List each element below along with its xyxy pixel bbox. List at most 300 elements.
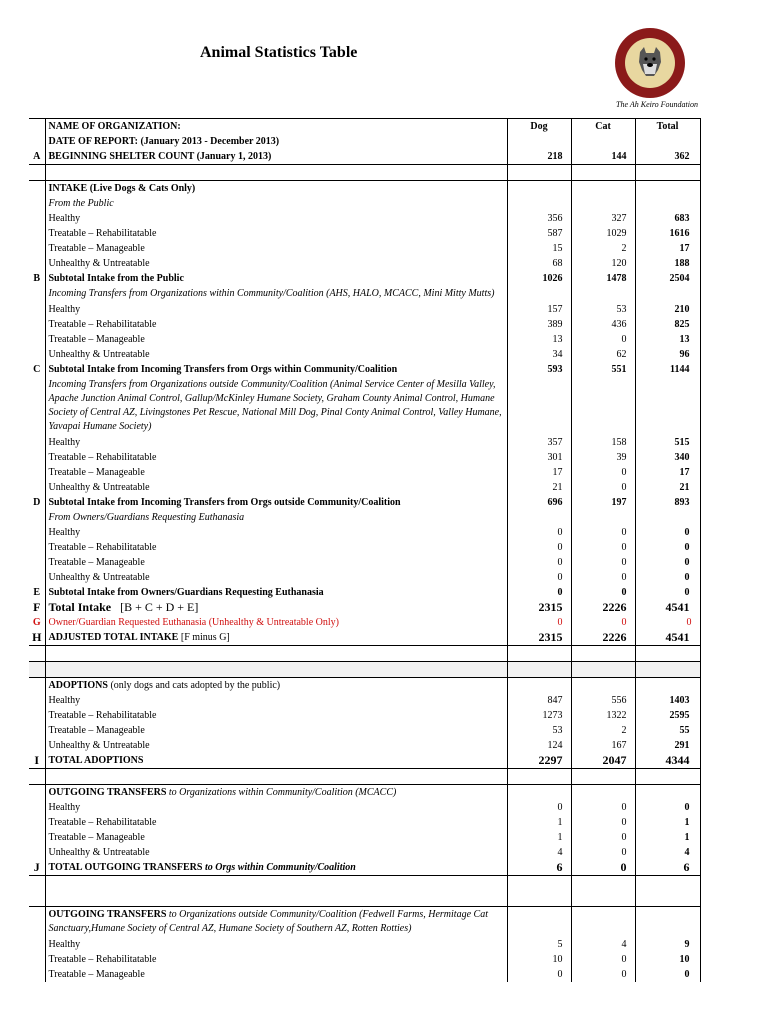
total-value: 0 <box>635 555 700 570</box>
row-letter <box>29 465 45 480</box>
total-value: 0 <box>635 967 700 982</box>
data-row <box>29 480 700 495</box>
dog-value: 17 <box>507 465 571 480</box>
data-row <box>29 708 700 723</box>
row-letter <box>29 769 45 785</box>
total-value: Total <box>635 119 700 135</box>
row-label: Healthy <box>45 302 507 317</box>
dog-value <box>507 646 571 662</box>
row-letter <box>29 134 45 149</box>
total-value: 4 <box>635 845 700 860</box>
row-label: BEGINNING SHELTER COUNT (January 1, 2013) <box>45 149 507 165</box>
dog-value: 2315 <box>507 630 571 646</box>
dog-value: 10 <box>507 952 571 967</box>
row-label: Treatable – Manageable <box>45 723 507 738</box>
dog-value: 68 <box>507 256 571 271</box>
total-adoptions-label: TOTAL ADOPTIONS <box>48 755 144 766</box>
total-value: 340 <box>635 450 700 465</box>
row-letter <box>29 181 45 197</box>
row-label <box>45 646 507 662</box>
dog-value <box>507 377 571 435</box>
heading-note: to Organizations within Community/Coalition (MCACC) <box>168 787 397 798</box>
dog-value: 593 <box>507 362 571 377</box>
data-row <box>29 256 700 271</box>
row-label: Healthy <box>45 435 507 450</box>
schnauzer-icon <box>634 46 666 80</box>
cat-value: 197 <box>571 495 635 510</box>
data-row <box>29 570 700 585</box>
cat-value: 0 <box>571 480 635 495</box>
total-value <box>635 165 700 181</box>
row-label <box>45 785 507 801</box>
row-letter <box>29 907 45 938</box>
row-letter: B <box>29 271 45 286</box>
dog-value: 157 <box>507 302 571 317</box>
data-row <box>29 332 700 347</box>
dog-value <box>507 510 571 525</box>
row-letter: C <box>29 362 45 377</box>
cat-value: 2 <box>571 241 635 256</box>
data-row <box>29 800 700 815</box>
total-value <box>635 646 700 662</box>
row-label: Subtotal Intake from Incoming Transfers from Orgs outside Community/Coalition <box>45 495 507 510</box>
row-label: Treatable – Rehabilitatable <box>45 540 507 555</box>
row-letter <box>29 540 45 555</box>
dog-value: 15 <box>507 241 571 256</box>
dog-value <box>507 165 571 181</box>
row-label: Unhealthy & Untreatable <box>45 845 507 860</box>
row-letter <box>29 723 45 738</box>
total-value: 210 <box>635 302 700 317</box>
total-value: 683 <box>635 211 700 226</box>
row-label: Healthy <box>45 800 507 815</box>
row-letter <box>29 646 45 662</box>
dog-value: 0 <box>507 615 571 630</box>
row-label: Treatable – Rehabilitatable <box>45 815 507 830</box>
outgoing-heading: OUTGOING TRANSFERS <box>48 909 167 920</box>
dog-value <box>507 181 571 197</box>
total-value: 1 <box>635 830 700 845</box>
row-label <box>45 876 507 892</box>
row-letter <box>29 678 45 694</box>
row-label <box>45 907 507 938</box>
outgoing-outside-heading-row <box>29 907 700 938</box>
cat-value: 120 <box>571 256 635 271</box>
row-label: Treatable – Rehabilitatable <box>45 952 507 967</box>
total-value: 515 <box>635 435 700 450</box>
data-row <box>29 525 700 540</box>
section-heading-row <box>29 286 700 302</box>
spacer-row <box>29 165 700 181</box>
adoptions-heading: ADOPTIONS <box>48 680 108 691</box>
cat-value: 158 <box>571 435 635 450</box>
dog-value: 13 <box>507 332 571 347</box>
data-row <box>29 937 700 952</box>
row-letter <box>29 317 45 332</box>
cat-value <box>571 181 635 197</box>
dog-value: 0 <box>507 540 571 555</box>
row-label: Subtotal Intake from Incoming Transfers from Orgs within Community/Coalition <box>45 362 507 377</box>
dog-value: 356 <box>507 211 571 226</box>
row-letter <box>29 226 45 241</box>
cat-value <box>571 286 635 302</box>
row-letter <box>29 165 45 181</box>
row-letter <box>29 347 45 362</box>
row-letter <box>29 302 45 317</box>
subtotal-row <box>29 271 700 286</box>
cat-value <box>571 510 635 525</box>
row-letter: I <box>29 753 45 769</box>
row-label: From Owners/Guardians Requesting Euthanasia <box>45 510 507 525</box>
dog-value <box>507 196 571 211</box>
subtotal-row <box>29 362 700 377</box>
row-letter <box>29 119 45 135</box>
heading-note: (only dogs and cats adopted by the public) <box>110 680 281 691</box>
cat-value: 327 <box>571 211 635 226</box>
cat-value: 551 <box>571 362 635 377</box>
dog-value: 357 <box>507 435 571 450</box>
total-value: 1616 <box>635 226 700 241</box>
row-label: Treatable – Rehabilitatable <box>45 450 507 465</box>
data-row <box>29 435 700 450</box>
data-row <box>29 241 700 256</box>
total-value <box>635 769 700 785</box>
total-value: 4541 <box>635 600 700 615</box>
total-value <box>635 785 700 801</box>
cat-value: 1322 <box>571 708 635 723</box>
row-letter <box>29 830 45 845</box>
row-label <box>45 662 507 678</box>
dog-value: 1026 <box>507 271 571 286</box>
row-letter <box>29 332 45 347</box>
total-value <box>635 678 700 694</box>
data-row <box>29 465 700 480</box>
total-value: 291 <box>635 738 700 753</box>
total-intake-row <box>29 600 700 615</box>
total-value: 893 <box>635 495 700 510</box>
cat-value: 0 <box>571 525 635 540</box>
row-label: Owner/Guardian Requested Euthanasia (Unhealthy & Untreatable Only) <box>45 615 507 630</box>
row-letter <box>29 256 45 271</box>
total-value: 10 <box>635 952 700 967</box>
row-letter <box>29 876 45 892</box>
subtotal-row <box>29 495 700 510</box>
row-label: Healthy <box>45 937 507 952</box>
row-letter <box>29 967 45 982</box>
dog-value <box>507 769 571 785</box>
adoptions-heading-row <box>29 678 700 694</box>
dog-value <box>507 785 571 801</box>
total-adoptions-row <box>29 753 700 769</box>
total-outgoing-label: TOTAL OUTGOING TRANSFERS <box>48 862 203 873</box>
row-letter: G <box>29 615 45 630</box>
label-note: to Orgs within Community/Coalition <box>204 862 356 873</box>
row-label: Unhealthy & Untreatable <box>45 256 507 271</box>
row-label: From the Public <box>45 196 507 211</box>
row-label: Unhealthy & Untreatable <box>45 347 507 362</box>
dog-value: 21 <box>507 480 571 495</box>
data-row <box>29 450 700 465</box>
row-label: Healthy <box>45 693 507 708</box>
dog-value: 124 <box>507 738 571 753</box>
cat-value: 39 <box>571 450 635 465</box>
cat-value: 144 <box>571 149 635 165</box>
cat-value: 0 <box>571 465 635 480</box>
intake-heading-row <box>29 181 700 197</box>
cat-value <box>571 165 635 181</box>
cat-value: Cat <box>571 119 635 135</box>
data-row <box>29 967 700 982</box>
row-label: Treatable – Manageable <box>45 830 507 845</box>
row-letter <box>29 435 45 450</box>
row-letter <box>29 845 45 860</box>
row-letter <box>29 785 45 801</box>
data-row <box>29 555 700 570</box>
dog-value: 5 <box>507 937 571 952</box>
row-letter <box>29 693 45 708</box>
row-label <box>45 630 507 646</box>
dog-value: 53 <box>507 723 571 738</box>
subtotal-row <box>29 585 700 600</box>
cat-value: 0 <box>571 570 635 585</box>
row-letter: D <box>29 495 45 510</box>
total-value <box>635 510 700 525</box>
data-row <box>29 317 700 332</box>
cat-value <box>571 678 635 694</box>
row-letter <box>29 570 45 585</box>
cat-value: 62 <box>571 347 635 362</box>
total-value: 0 <box>635 615 700 630</box>
total-value: 17 <box>635 465 700 480</box>
dog-value: 1 <box>507 830 571 845</box>
row-letter <box>29 525 45 540</box>
cat-value <box>571 769 635 785</box>
cat-value: 436 <box>571 317 635 332</box>
row-label: Treatable – Manageable <box>45 967 507 982</box>
row-label: Subtotal Intake from Owners/Guardians Requesting Euthanasia <box>45 585 507 600</box>
section-heading-row <box>29 510 700 525</box>
cat-value: 2 <box>571 723 635 738</box>
cat-value <box>571 377 635 435</box>
dog-value: 0 <box>507 525 571 540</box>
total-value <box>635 196 700 211</box>
spacer-row <box>29 662 700 678</box>
cat-value: 0 <box>571 860 635 876</box>
row-label: Unhealthy & Untreatable <box>45 570 507 585</box>
dog-value: 0 <box>507 967 571 982</box>
row-label <box>45 678 507 694</box>
row-letter <box>29 952 45 967</box>
total-value: 96 <box>635 347 700 362</box>
row-label: NAME OF ORGANIZATION: <box>45 119 507 135</box>
total-outgoing-row <box>29 860 700 876</box>
data-row <box>29 211 700 226</box>
total-value <box>635 377 700 435</box>
dog-value: 2297 <box>507 753 571 769</box>
outgoing-within-heading-row <box>29 785 700 801</box>
cat-value: 2047 <box>571 753 635 769</box>
adjusted-intake-row <box>29 630 700 646</box>
total-value: 0 <box>635 525 700 540</box>
row-letter: A <box>29 149 45 165</box>
cat-value: 53 <box>571 302 635 317</box>
section-heading-row <box>29 377 700 435</box>
row-letter <box>29 377 45 435</box>
total-value <box>635 662 700 678</box>
total-value: 1 <box>635 815 700 830</box>
data-row <box>29 952 700 967</box>
adjusted-label: ADJUSTED TOTAL INTAKE <box>48 632 179 643</box>
row-label <box>45 165 507 181</box>
cat-value <box>571 134 635 149</box>
total-value: 1403 <box>635 693 700 708</box>
dog-value: Dog <box>507 119 571 135</box>
dog-value: 696 <box>507 495 571 510</box>
cat-value: 0 <box>571 967 635 982</box>
row-letter <box>29 450 45 465</box>
cat-value: 0 <box>571 845 635 860</box>
total-value <box>635 907 700 938</box>
cat-value: 0 <box>571 800 635 815</box>
dog-value: 1 <box>507 815 571 830</box>
formula-text: [B + C + D + E] <box>120 600 199 614</box>
dog-value <box>507 678 571 694</box>
dog-value: 34 <box>507 347 571 362</box>
cat-value: 0 <box>571 952 635 967</box>
row-letter <box>29 510 45 525</box>
total-value: 0 <box>635 570 700 585</box>
dog-value: 301 <box>507 450 571 465</box>
dog-value: 0 <box>507 585 571 600</box>
dog-value <box>507 662 571 678</box>
cat-value: 0 <box>571 585 635 600</box>
dog-value: 587 <box>507 226 571 241</box>
total-value: 13 <box>635 332 700 347</box>
row-label: Incoming Transfers from Organizations outside Community/Coalition (Animal Service Center of Mesilla Valley, Apache Junction Animal Control, Gallup/McKinley Humane Society, Graham County Animal Control, Humane Society of Central AZ, Livingstones Pet Rescue, National Mill Dog, Pinal Conty Animal Control, Valley Humane, Yavapai Humane Society) <box>45 377 507 435</box>
total-value: 17 <box>635 241 700 256</box>
page-title: Animal Statistics Table <box>200 44 358 61</box>
row-letter: J <box>29 860 45 876</box>
row-letter <box>29 196 45 211</box>
row-label: INTAKE (Live Dogs & Cats Only) <box>45 181 507 197</box>
row-letter <box>29 738 45 753</box>
total-value <box>635 876 700 892</box>
total-value: 1144 <box>635 362 700 377</box>
dog-value: 0 <box>507 555 571 570</box>
logo-caption: The Ah Keiro Foundation <box>616 100 698 109</box>
cat-value: 2226 <box>571 600 635 615</box>
row-letter <box>29 211 45 226</box>
row-label: Healthy <box>45 525 507 540</box>
cat-value: 556 <box>571 693 635 708</box>
total-intake-label: Total Intake <box>48 600 112 614</box>
cat-value <box>571 907 635 938</box>
cat-value: 0 <box>571 555 635 570</box>
outgoing-heading: OUTGOING TRANSFERS <box>48 787 167 798</box>
total-value: 6 <box>635 860 700 876</box>
cat-value: 0 <box>571 830 635 845</box>
row-letter <box>29 662 45 678</box>
total-value <box>635 181 700 197</box>
data-row <box>29 738 700 753</box>
formula-text: [F minus G] <box>180 632 230 643</box>
dog-value: 0 <box>507 570 571 585</box>
total-value: 21 <box>635 480 700 495</box>
row-label: Treatable – Rehabilitatable <box>45 317 507 332</box>
dog-value: 4 <box>507 845 571 860</box>
total-value: 55 <box>635 723 700 738</box>
cat-value: 1029 <box>571 226 635 241</box>
total-value: 362 <box>635 149 700 165</box>
heading-note: to Organizations outside Community/Coalition (Fedwell Farms, Hermitage Cat Sanctuary,Humane Society of Central AZ, Humane Society of Southern AZ, Rotten Rotties) <box>48 909 488 934</box>
total-value <box>635 891 700 907</box>
data-row <box>29 347 700 362</box>
cat-value <box>571 876 635 892</box>
cat-value <box>571 662 635 678</box>
row-label: Treatable – Manageable <box>45 241 507 256</box>
dog-value: 0 <box>507 800 571 815</box>
spacer-row <box>29 891 700 907</box>
row-letter: H <box>29 630 45 646</box>
section-heading-row <box>29 196 700 211</box>
row-letter <box>29 708 45 723</box>
foundation-logo <box>612 28 698 110</box>
row-label <box>45 891 507 907</box>
row-label <box>45 860 507 876</box>
total-value: 0 <box>635 540 700 555</box>
row-label: Healthy <box>45 211 507 226</box>
row-label: Treatable – Rehabilitatable <box>45 226 507 241</box>
row-label: Treatable – Manageable <box>45 555 507 570</box>
cat-value: 0 <box>571 815 635 830</box>
cat-value: 0 <box>571 615 635 630</box>
row-letter <box>29 800 45 815</box>
row-label <box>45 600 507 615</box>
data-row <box>29 815 700 830</box>
row-letter: F <box>29 600 45 615</box>
total-value: 4541 <box>635 630 700 646</box>
row-label: DATE OF REPORT: (January 2013 - December 2013) <box>45 134 507 149</box>
spacer-row <box>29 646 700 662</box>
spacer-row <box>29 769 700 785</box>
total-value <box>635 286 700 302</box>
row-letter <box>29 815 45 830</box>
cat-value <box>571 196 635 211</box>
row-label: Unhealthy & Untreatable <box>45 480 507 495</box>
data-row <box>29 226 700 241</box>
cat-value: 0 <box>571 332 635 347</box>
dog-value: 847 <box>507 693 571 708</box>
row-letter <box>29 891 45 907</box>
cat-value: 167 <box>571 738 635 753</box>
row-label: Subtotal Intake from the Public <box>45 271 507 286</box>
total-value: 2504 <box>635 271 700 286</box>
total-value: 825 <box>635 317 700 332</box>
row-label: Unhealthy & Untreatable <box>45 738 507 753</box>
row-label: Treatable – Manageable <box>45 332 507 347</box>
dog-value: 2315 <box>507 600 571 615</box>
row-letter <box>29 555 45 570</box>
cat-value: 1478 <box>571 271 635 286</box>
total-value: 9 <box>635 937 700 952</box>
row-letter <box>29 937 45 952</box>
cat-value <box>571 646 635 662</box>
dog-value <box>507 907 571 938</box>
row-letter <box>29 286 45 302</box>
total-value: 4344 <box>635 753 700 769</box>
cat-value <box>571 891 635 907</box>
row-label: Treatable – Rehabilitatable <box>45 708 507 723</box>
